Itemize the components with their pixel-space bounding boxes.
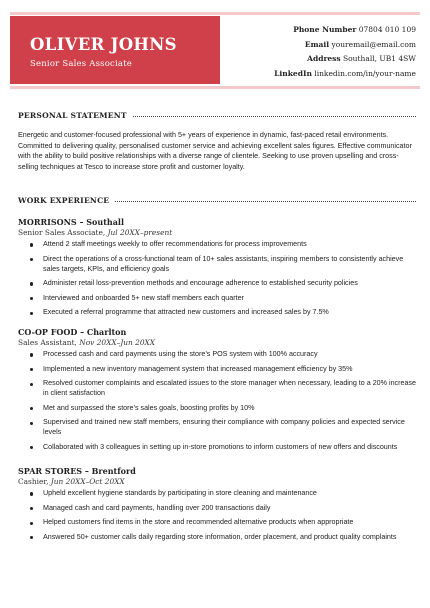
job-bullets [18,489,416,543]
section-title: PERSONAL STATEMENT [18,110,127,120]
header-bottom-rule [10,86,420,89]
job-dates: Jun 20XX–Oct 20XX [50,477,125,486]
list-item: Implemented a new inventory management system that increased management efficiency by 35% [18,365,416,375]
top-accent-rule [10,12,420,15]
job-entry [18,466,416,547]
list-item: Helped customers find items in the store and recommended alternative products when appropriate [18,518,416,528]
list-item: Upheld excellent hygiene standards by participating in store cleaning and maintenance [18,489,416,499]
list-item: Met and surpassed the store’s sales goals, boosting profits by 10% [18,404,416,414]
job-dates: Nov 20XX–Jun 20XX [79,338,156,347]
list-item: Collaborated with 3 colleagues in setting up in-store promotions to inform customers of new offers and discounts [18,443,416,453]
job-role: Cashier, [18,477,49,486]
list-item: Administer retail loss-prevention methods and encourage adherence to established security policies [18,279,416,289]
contact-label: Phone Number [293,25,357,34]
candidate-title: Senior Sales Associate [30,59,133,69]
job-dates: Jul 20XX–present [107,228,173,237]
list-item: Resolved customer complaints and escalated issues to the store manager when necessary, leading to a 20% increase in client satisfaction [18,379,416,399]
dotted-divider [115,201,416,202]
job-bullets [18,350,416,453]
name-banner [10,16,220,84]
job-role: Sales Assistant, [18,338,77,347]
contact-address [274,54,416,69]
contact-value[interactable]: youremail@email.com [331,39,416,49]
job-location: Brentford [91,466,136,476]
contact-details [274,25,416,83]
job-company: CO-OP FOOD [18,327,78,337]
job-role-line [18,338,416,349]
list-item: Supervised and trained new staff members, ensuring their compliance with company policies and expected service levels [18,418,416,438]
job-company: SPAR STORES [18,466,83,476]
section-header-personal-statement [18,109,416,121]
section-header-work-experience [18,194,416,206]
dotted-divider [133,116,416,117]
list-item: Attend 2 staff meetings weekly to offer recommendations for process improvements [18,240,416,250]
job-location: Southall [86,217,124,227]
job-entry [18,217,416,323]
job-company-line: SPAR STORES – Brentford [18,466,136,476]
list-item: Answered 50+ customer calls daily regarding store information, order placement, and product quality complaints [18,533,416,543]
candidate-name: OLIVER JOHNS [30,35,177,54]
contact-label: LinkedIn [274,68,312,78]
job-entry [18,327,416,457]
personal-statement-text: Energetic and customer-focused professional with 5+ years of experience in dynamic, fast-paced retail environments. Committed to delivering quality, personalised customer service and achieving excellent sales figures. Effective communicator with the ability to build positive relationships with a diverse range of clientele. Seeking to use proven upselling and cross-selling techniques at Tesco to increase store profit and customer loyalty. [18,131,412,171]
job-role: Senior Sales Associate, [18,228,106,237]
section-title: WORK EXPERIENCE [18,195,110,205]
contact-linkedin [274,69,416,84]
list-item: Executed a referral programme that attracted new customers and increased sales by 7.5% [18,308,416,318]
job-company-line: MORRISONS – Southall [18,217,124,227]
job-role-line [18,477,416,488]
job-company-line: CO-OP FOOD – Charlton [18,327,127,337]
list-item: Processed cash and card payments using the store’s POS system with 100% accuracy [18,350,416,360]
job-company: MORRISONS [18,217,77,227]
contact-label: Email [304,39,330,49]
contact-label: Address [307,54,341,63]
list-item: Interviewed and onboarded 5+ new staff members each quarter [18,294,416,304]
contact-value: Southall, UB1 4SW [343,54,416,63]
job-bullets [18,240,416,318]
job-role-line [18,228,416,239]
list-item: Managed cash and card payments, handling over 200 transactions daily [18,504,416,514]
contact-value: 07804 010 109 [358,25,416,34]
contact-value[interactable]: linkedin.com/in/your-name [314,68,416,78]
list-item: Direct the operations of a cross-functional team of 10+ sales assistants, inspiring members to consistently achieve sales targets, KPIs, and efficiency goals [18,255,416,275]
contact-email [274,40,416,55]
contact-phone [274,25,416,40]
job-location: Charlton [86,327,127,337]
